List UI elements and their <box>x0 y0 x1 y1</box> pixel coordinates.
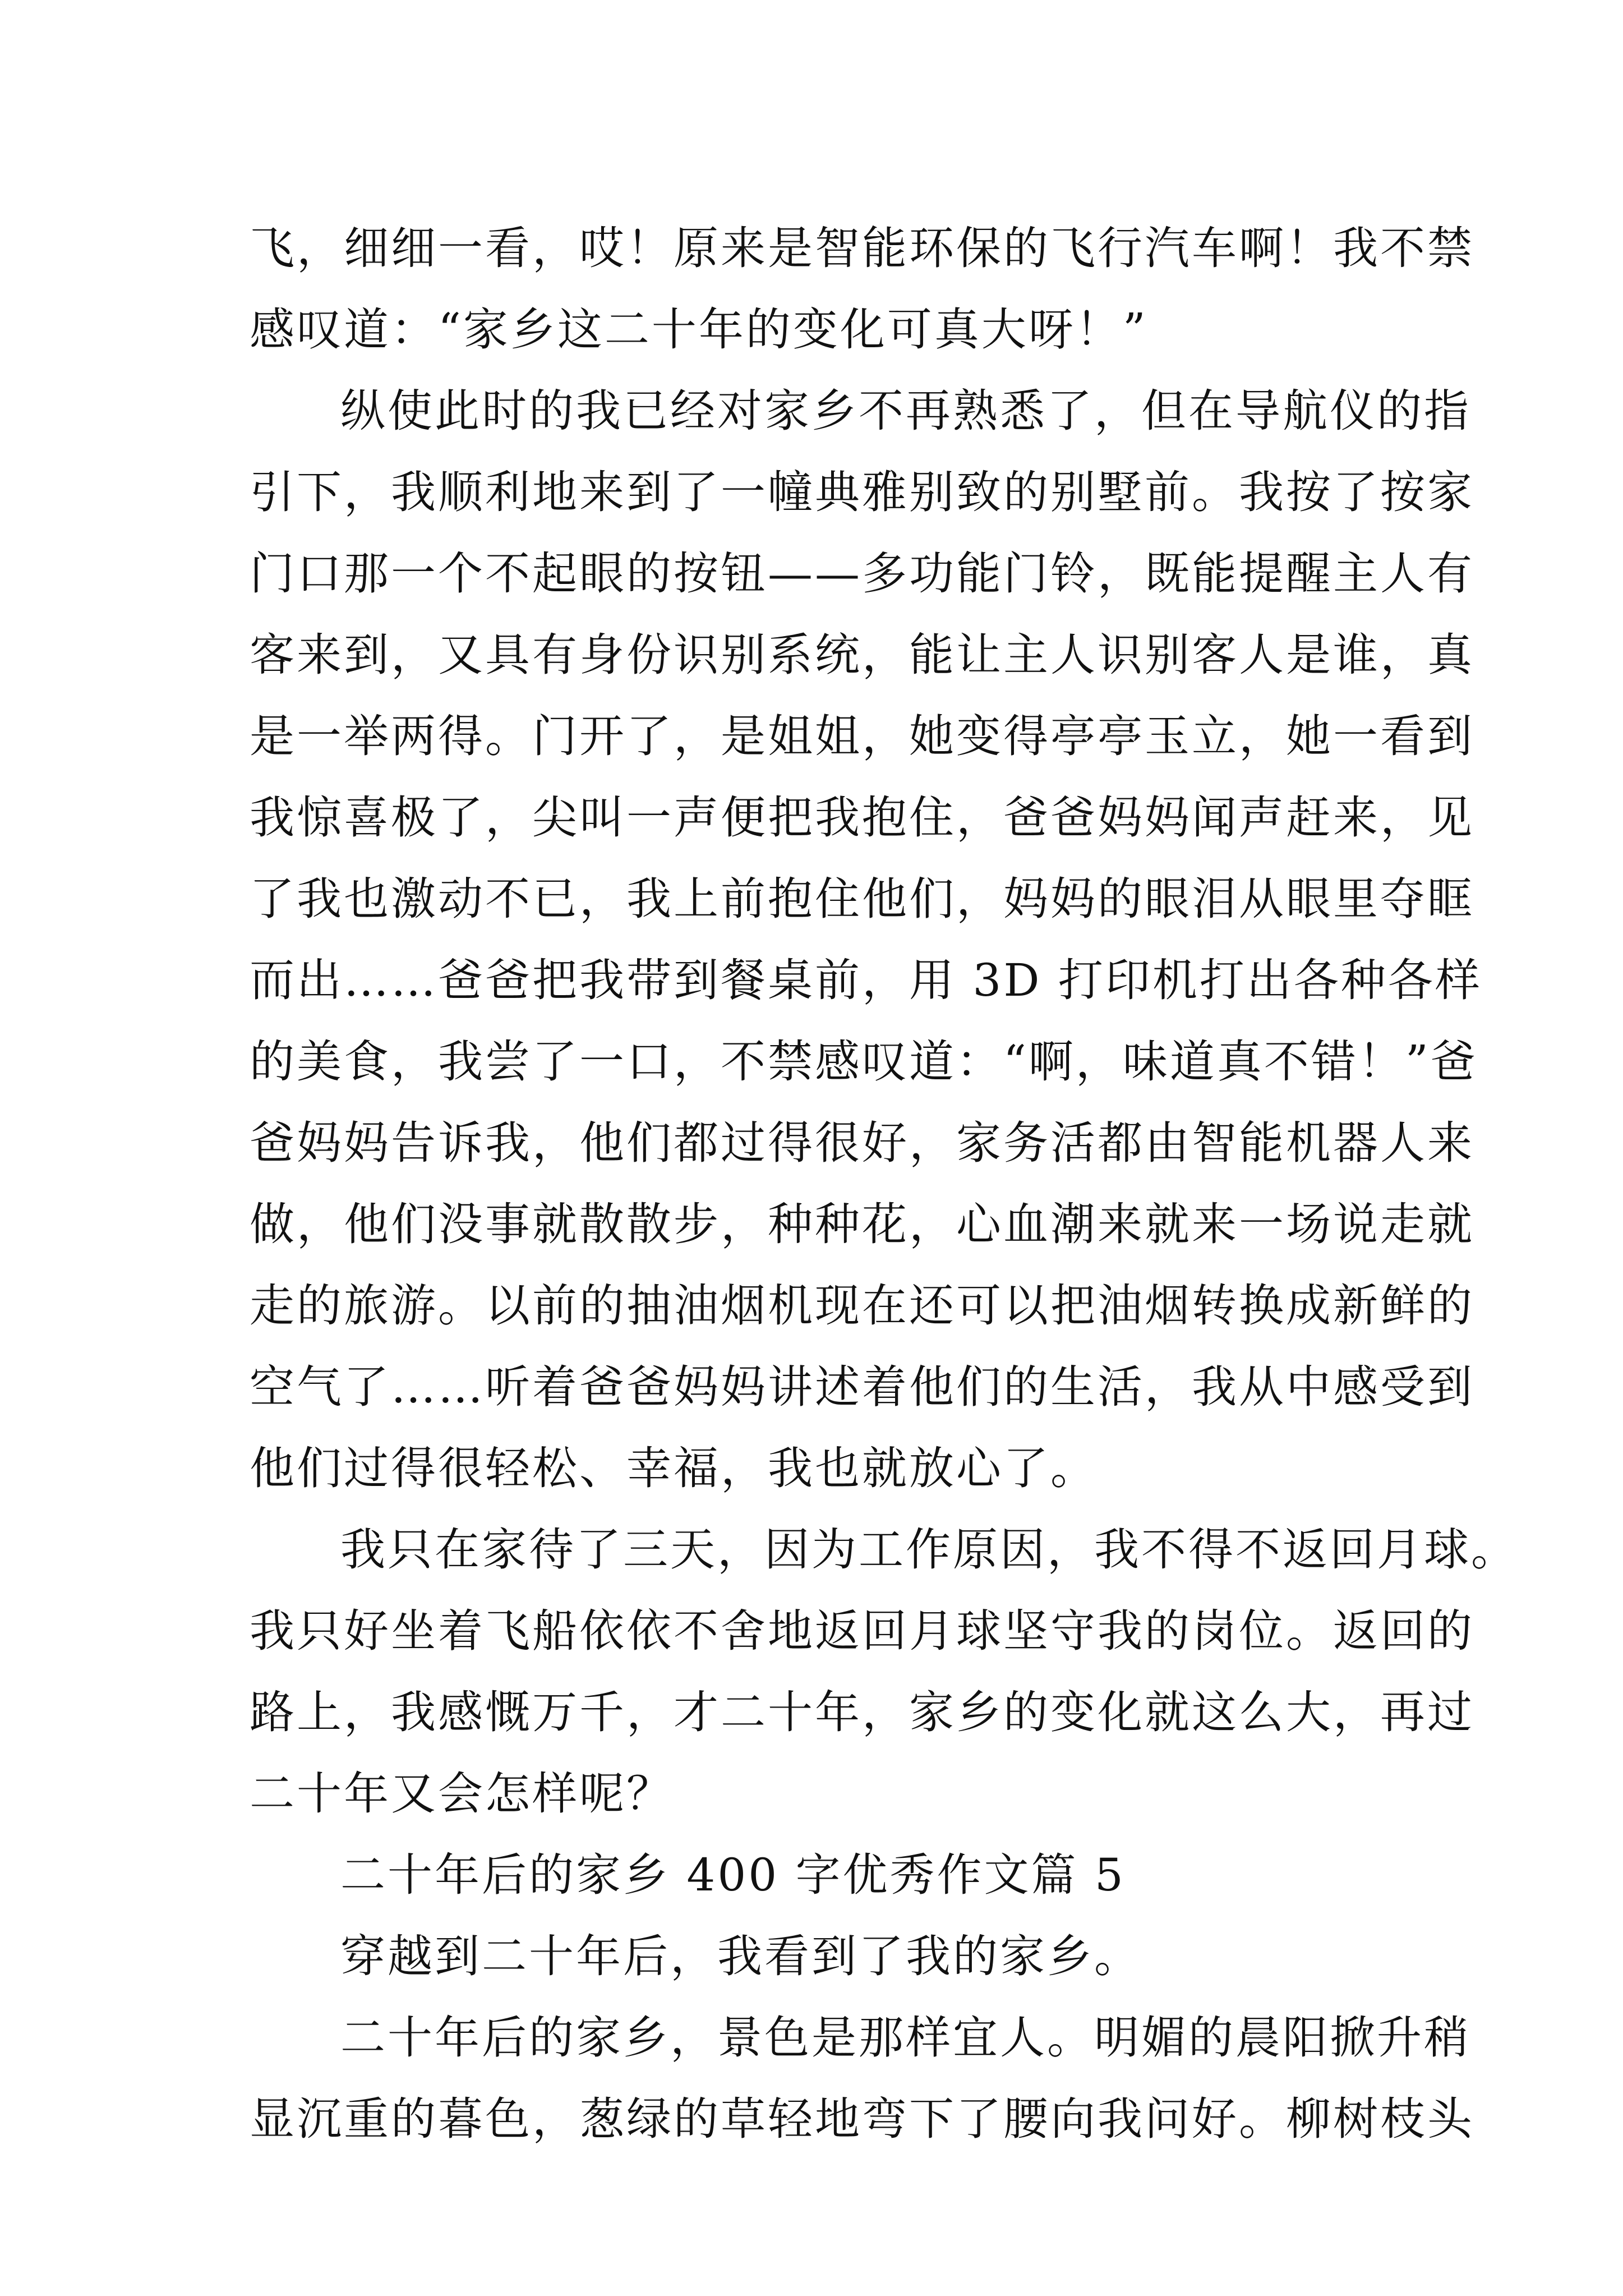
text-line: 二十年又会怎样呢？ <box>250 1768 674 1820</box>
section-heading: 二十年后的家乡 400 字优秀作文篇 5 <box>340 1849 1126 1901</box>
text-line: 空气了……听着爸爸妈妈讲述着他们的生活，我从中感受到 <box>250 1361 1474 1413</box>
text-line: 我只好坐着飞船依依不舍地返回月球坚守我的岗位。返回的 <box>250 1605 1474 1657</box>
text-line: 而出……爸爸把我带到餐桌前，用 3D 打印机打出各种各样 <box>250 954 1482 1006</box>
text-line: 感叹道：“家乡这二十年的变化可真大呀！” <box>250 303 1148 356</box>
text-line: 门口那一个不起眼的按钮——多功能门铃，既能提醒主人有 <box>250 547 1474 600</box>
text-line: 纵使此时的我已经对家乡不再熟悉了，但在导航仪的指 <box>340 385 1471 437</box>
text-line: 飞，细细一看，哎！原来是智能环保的飞行汽车啊！我不禁 <box>250 222 1474 274</box>
text-line: 客来到，又具有身份识别系统，能让主人识别客人是谁，真 <box>250 629 1474 681</box>
text-line: 了我也激动不已，我上前抱住他们，妈妈的眼泪从眼里夺眶 <box>250 873 1474 925</box>
text-line: 做，他们没事就散散步，种种花，心血潮来就来一场说走就 <box>250 1198 1474 1250</box>
text-line: 他们过得很轻松、幸福，我也就放心了。 <box>250 1442 1098 1494</box>
text-line: 爸妈妈告诉我，他们都过得很好，家务活都由智能机器人来 <box>250 1117 1474 1169</box>
text-line: 二十年后的家乡，景色是那样宜人。明媚的晨阳掀升稍 <box>340 2012 1471 2064</box>
text-line: 是一举两得。门开了，是姐姐，她变得亭亭玉立，她一看到 <box>250 710 1474 762</box>
text-line: 引下，我顺利地来到了一幢典雅别致的别墅前。我按了按家 <box>250 466 1474 518</box>
text-line: 我只在家待了三天，因为工作原因，我不得不返回月球。 <box>340 1524 1518 1576</box>
text-line: 的美食，我尝了一口，不禁感叹道：“啊，味道真不错！”爸 <box>250 1036 1478 1088</box>
text-line: 穿越到二十年后，我看到了我的家乡。 <box>340 1930 1141 1982</box>
text-line: 我惊喜极了，尖叫一声便把我抱住，爸爸妈妈闻声赶来，见 <box>250 792 1474 844</box>
text-line: 路上，我感慨万千，才二十年，家乡的变化就这么大，再过 <box>250 1686 1474 1738</box>
text-line: 走的旅游。以前的抽油烟机现在还可以把油烟转换成新鲜的 <box>250 1280 1474 1332</box>
text-line: 显沉重的暮色，葱绿的草轻地弯下了腰向我问好。柳树枝头 <box>250 2093 1474 2145</box>
document-body <box>250 208 1518 2160</box>
